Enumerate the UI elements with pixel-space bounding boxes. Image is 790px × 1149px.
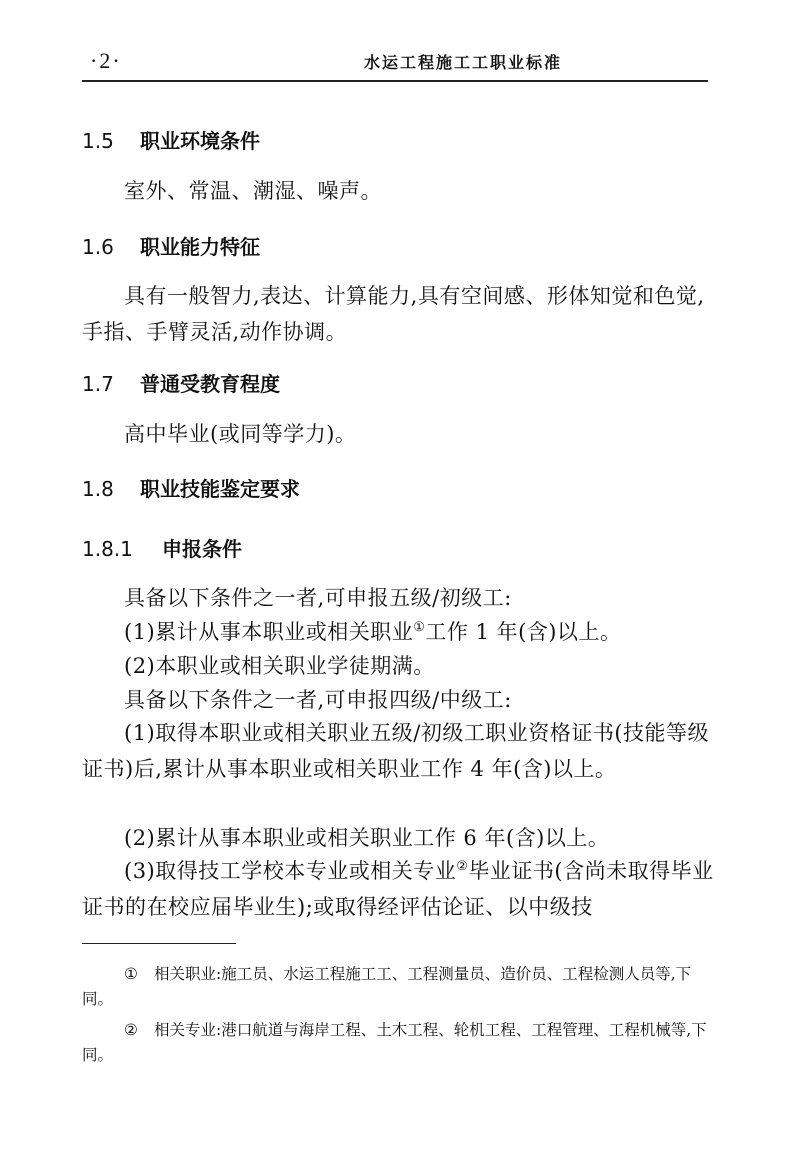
item-text: (1)累计从事本职业或相关职业 — [124, 620, 414, 644]
footnote-ref-2: ② — [456, 859, 469, 874]
section-number: 1.6 — [82, 235, 114, 259]
section-number: 1.8.1 — [82, 537, 133, 561]
footnote-2 — [82, 1018, 718, 1068]
footnote-text: 相关专业:港口航道与海岸工程、土木工程、轮机工程、工程管理、工程机械等,下同。 — [82, 1021, 707, 1064]
section-heading-1-7 — [82, 368, 280, 397]
footnote-1 — [82, 962, 718, 1012]
paragraph-level4-intro: 具备以下条件之一者,可申报四级/中级工: — [124, 688, 512, 712]
paragraph-ability: 具有一般智力,表达、计算能力,具有空间感、形体知觉和色觉,手指、手臂灵活,动作协调。 — [82, 284, 705, 344]
header-rule — [82, 80, 708, 82]
section-heading-1-6 — [82, 231, 260, 260]
item-text: 毕业证书(含尚未取得毕业证书的在校应届毕业生);或取得经评估论证、以中级技 — [82, 859, 714, 919]
paragraph-level4-item-2: (2)累计从事本职业或相关职业工作 6 年(含)以上。 — [124, 826, 610, 850]
page-number: ·2· — [90, 48, 122, 73]
footnote-mark: ② — [124, 1021, 138, 1039]
section-number: 1.5 — [82, 129, 114, 153]
section-title: 职业能力特征 — [140, 235, 260, 259]
section-title: 职业技能鉴定要求 — [140, 477, 300, 501]
item-text: 工作 1 年(含)以上。 — [425, 620, 622, 644]
paragraph-level5-intro: 具备以下条件之一者,可申报五级/初级工: — [124, 586, 512, 610]
footnote-mark: ① — [124, 965, 138, 983]
running-header-title: 水运工程施工工职业标准 — [364, 53, 563, 72]
footnote-ref-1: ① — [413, 620, 426, 635]
section-title: 职业环境条件 — [140, 129, 260, 153]
item-text: (3)取得技工学校本专业或相关专业 — [124, 859, 457, 883]
footnote-rule — [82, 943, 236, 944]
section-title: 申报条件 — [162, 537, 242, 561]
paragraph-level5-item-1 — [82, 615, 718, 649]
section-title: 普通受教育程度 — [140, 372, 280, 396]
section-heading-1-8 — [82, 473, 300, 502]
paragraph-education: 高中毕业(或同等学力)。 — [124, 422, 357, 446]
paragraph-level4-item-1: (1)取得本职业或相关职业五级/初级工职业资格证书(技能等级证书)后,累计从事本职业或相关职业工作 4 年(含)以上。 — [82, 721, 710, 781]
section-heading-1-8-1 — [82, 533, 242, 562]
paragraph-environment: 室外、常温、潮湿、噪声。 — [124, 179, 382, 203]
section-number: 1.7 — [82, 372, 114, 396]
section-heading-1-5 — [82, 125, 260, 154]
paragraph-level5-item-2: (2)本职业或相关职业学徒期满。 — [124, 654, 435, 678]
footnote-text: 相关职业:施工员、水运工程施工工、工程测量员、造价员、工程检测人员等,下同。 — [82, 965, 692, 1008]
section-number: 1.8 — [82, 477, 114, 501]
running-header — [82, 46, 708, 78]
paragraph-level4-item-3 — [82, 853, 718, 925]
